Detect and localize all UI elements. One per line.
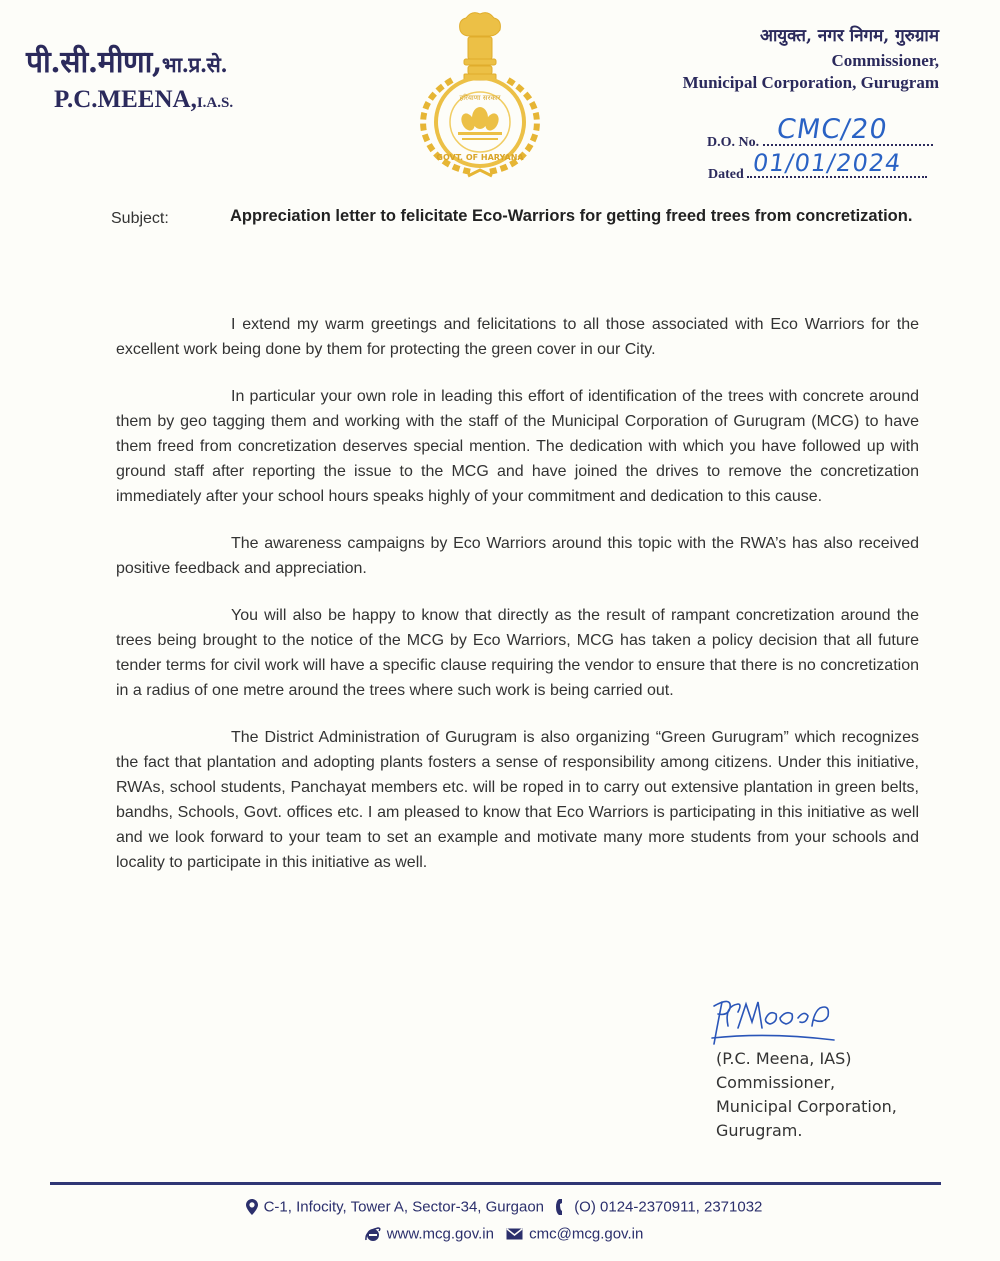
do-number-label: D.O. No. <box>707 135 760 150</box>
signatory-designation: Commissioner, <box>716 1073 836 1092</box>
dated-label: Dated <box>708 167 744 182</box>
officer-name-english-text: P.C.MEENA, <box>54 86 197 113</box>
dated-value: 01/01/2024 <box>751 149 904 177</box>
office-title-hindi: आयुक्त, नगर निगम, गुरुग्राम <box>759 26 939 46</box>
handwritten-signature-icon <box>708 992 848 1052</box>
signatory-block <box>716 1047 897 1143</box>
body-paragraph: I extend my warm greetings and felicitations to all those associated with Eco Warriors for the excellent work being done by them for protecting the green cover in our City. <box>116 316 919 358</box>
footer-divider <box>50 1182 941 1185</box>
officer-service-english: I.A.S. <box>196 95 234 111</box>
body-paragraph: The District Administration of Gurugram is also organizing “Green Gurugram” which recognizes the fact that plantation and adopting plants fosters a sense of responsibility among citizens. Under this initiative, RWAs, school students, Panchayat members etc. will be roped in to carry out extensive plantation in green belts, bandhs, Schools, Govt. offices etc. I am pleased to know that Eco Warriors is participating in this initiative as well and we look forward to your team to set an example and motivate many more students from your schools and locality to participate in this initiative as well. <box>116 729 919 871</box>
dated-row <box>708 149 927 183</box>
signatory-name: (P.C. Meena, IAS) <box>716 1049 852 1068</box>
subject-label: Subject: <box>111 210 169 227</box>
body-paragraph: In particular your own role in leading this effort of identification of the trees with concrete around them by geo tagging them and working with the staff of the Municipal Corporation of Gurugram (MCG) to have them freed from concretization deserves special mention. The dedication with which you have followed up with ground staff after reporting the issue to the MCG and have joined the drives to remove the concretization immediately after your school hours speaks highly of your commitment and dedication to this cause. <box>116 388 919 505</box>
envelope-icon <box>506 1228 523 1240</box>
office-title-block <box>683 22 939 94</box>
officer-name-english <box>54 86 233 114</box>
footer-email[interactable]: cmc@mcg.gov.in <box>529 1225 644 1243</box>
do-number-field <box>763 114 933 146</box>
location-pin-icon <box>246 1199 258 1215</box>
signatory-organization: Municipal Corporation, <box>716 1097 897 1116</box>
haryana-govt-emblem-icon <box>412 10 548 180</box>
footer-contact-line1 <box>0 1198 1000 1216</box>
phone-icon <box>556 1199 568 1215</box>
body-paragraph: You will also be happy to know that directly as the result of rampant concretization around the trees being brought to the notice of the MCG by Eco Warriors, MCG has taken a policy decision that all future tender terms for civil work will have a specific clause requiring the vendor to ensure that there is no concretization in a radius of one metre around the trees where such work is being carried out. <box>116 607 919 699</box>
web-browser-icon <box>365 1227 381 1242</box>
subject-text: Appreciation letter to felicitate Eco-Warriors for getting freed trees from concretization. <box>230 207 913 225</box>
body-paragraph: The awareness campaigns by Eco Warriors around this topic with the RWA’s has also received positive feedback and appreciation. <box>116 535 919 577</box>
footer-phone: (O) 0124-2370911, 2371032 <box>574 1198 763 1216</box>
footer-address: C-1, Infocity, Tower A, Sector-34, Gurgaon <box>263 1198 545 1216</box>
footer-contact-line2 <box>0 1225 1000 1243</box>
svg-text:GOVT. OF HARYANA: GOVT. OF HARYANA <box>436 153 524 162</box>
signatory-city: Gurugram. <box>716 1121 803 1140</box>
officer-name-hindi <box>26 40 227 81</box>
svg-text:हरियाणा सरकार: हरियाणा सरकार <box>459 94 501 102</box>
office-title-english-line1: Commissioner, <box>831 51 939 70</box>
officer-service-hindi: भा.प्र.से. <box>161 52 228 77</box>
dated-field <box>747 149 927 178</box>
letter-body <box>116 312 919 897</box>
footer-website[interactable]: www.mcg.gov.in <box>386 1225 494 1243</box>
do-number-row <box>707 114 933 151</box>
do-number-value: CMC/20 <box>774 114 890 145</box>
officer-name-hindi-text: पी.सी.मीणा, <box>26 45 162 80</box>
office-title-english-line2: Municipal Corporation, Gurugram <box>682 73 939 92</box>
